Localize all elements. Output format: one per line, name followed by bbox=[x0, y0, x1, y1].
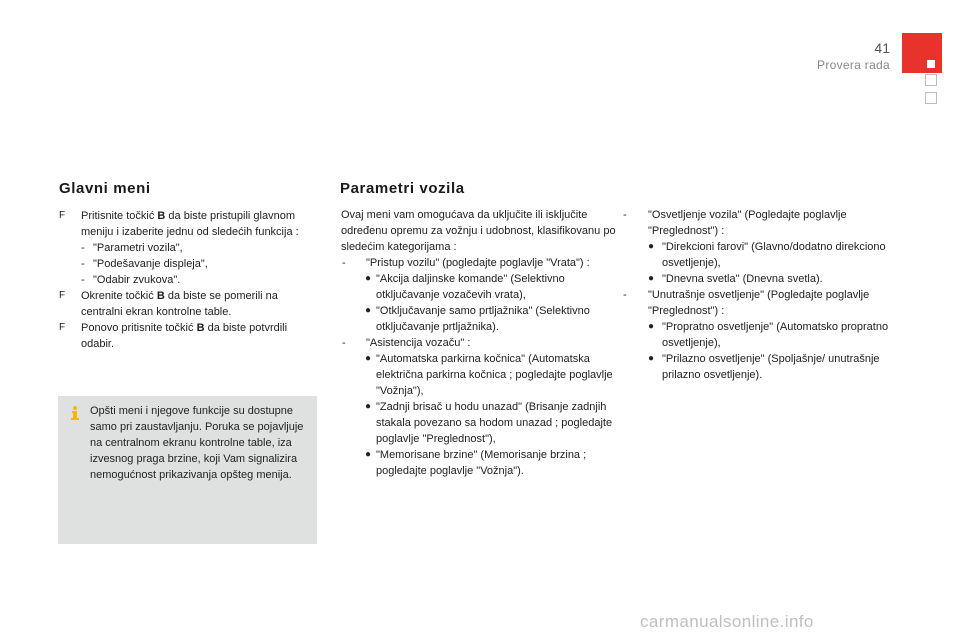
category-item: - "Asistencija vozaču" : bbox=[342, 337, 471, 349]
watermark: carmanualsonline.info bbox=[640, 612, 814, 631]
category-item: - "Pristup vozilu" (pogledajte poglavlje "Vrata") : bbox=[342, 257, 590, 269]
info-icon bbox=[68, 405, 82, 421]
section-title: Provera rada bbox=[817, 58, 890, 72]
section-heading-vehicle-parameters: Parametri vozila bbox=[340, 180, 465, 197]
main-menu-instructions bbox=[59, 208, 319, 352]
bullet-item: ● "Automatska parkirna kočnica" (Automatska električna parkirna kočnica ; pogledajte poglavlje "Vožnja"), bbox=[365, 353, 613, 397]
bullet-item: ● "Prilazno osvetljenje" (Spoljašnje/ unutrašnje prilazno osvetljenje). bbox=[648, 353, 880, 381]
chapter-tab-dot bbox=[927, 60, 935, 68]
bullet-item: ● "Zadnji brisač u hodu unazad" (Brisanje zadnjih stakala povezano sa hodom unazad ; pogledajte poglavlje "Preglednost"), bbox=[365, 401, 613, 445]
bullet-item: ● "Memorisane brzine" (Memorisanje brzina ; pogledajte poglavlje "Vožnja"). bbox=[365, 449, 587, 477]
vehicle-parameters-text bbox=[341, 207, 616, 479]
page-number: 41 bbox=[874, 40, 890, 56]
bullet-item: ● "Propratno osvetljenje" (Automatsko propratno osvetljenje), bbox=[648, 321, 889, 349]
step-item: F Ponovo pritisnite točkić B da biste potvrdili odabir. bbox=[59, 322, 288, 350]
bullet-item: ● "Dnevna svetla" (Dnevna svetla). bbox=[648, 273, 823, 285]
bullet-item: ● "Direkcioni farovi" (Glavno/dodatno direkciono osvetljenje), bbox=[648, 241, 886, 269]
menu-option: - "Parametri vozila", bbox=[81, 242, 183, 254]
bullet-item: ● "Otključavanje samo prtljažnika" (Selektivno otključavanje prtljažnika). bbox=[365, 305, 590, 333]
chapter-tab-active[interactable] bbox=[902, 33, 942, 73]
lighting-parameters-text bbox=[622, 207, 892, 383]
step-marker-icon: F bbox=[59, 290, 66, 301]
intro-paragraph: Ovaj meni vam omogućava da uključite ili isključite određenu opremu za vožnju i udobnost, klasifikovanu po sledećim kategorijama : bbox=[341, 209, 616, 253]
step-item: F Okrenite točkić B da biste se pomerili na centralni ekran kontrolne table. bbox=[59, 290, 278, 318]
menu-option: - "Podešavanje displeja", bbox=[81, 258, 208, 270]
chapter-tab[interactable] bbox=[925, 92, 937, 104]
bullet-item: ● "Akcija daljinske komande" (Selektivno otključavanje vozačevih vrata), bbox=[365, 273, 565, 301]
category-item: - "Osvetljenje vozila" (Pogledajte poglavlje "Preglednost") : bbox=[623, 209, 847, 237]
info-text: Opšti meni i njegove funkcije su dostupne samo pri zaustavljanju. Poruka se pojavljuje na centralnom ekranu kontrolne table, iza izvesnog praga brzine, koji Vam signalizira nemogućnost prikazivanja opšteg menija. bbox=[90, 405, 304, 481]
menu-option: - "Odabir zvukova". bbox=[81, 274, 181, 286]
step-marker-icon: F bbox=[59, 210, 66, 221]
section-heading-main-menu: Glavni meni bbox=[59, 180, 151, 197]
step-item: F Pritisnite točkić B da biste pristupili glavnom meniju i izaberite jednu od sledećih funkcija : bbox=[59, 210, 299, 238]
category-item: - "Unutrašnje osvetljenje" (Pogledajte poglavlje "Preglednost") : bbox=[623, 289, 870, 317]
chapter-tab[interactable] bbox=[925, 74, 937, 86]
step-marker-icon: F bbox=[59, 322, 66, 333]
info-box bbox=[58, 396, 317, 544]
